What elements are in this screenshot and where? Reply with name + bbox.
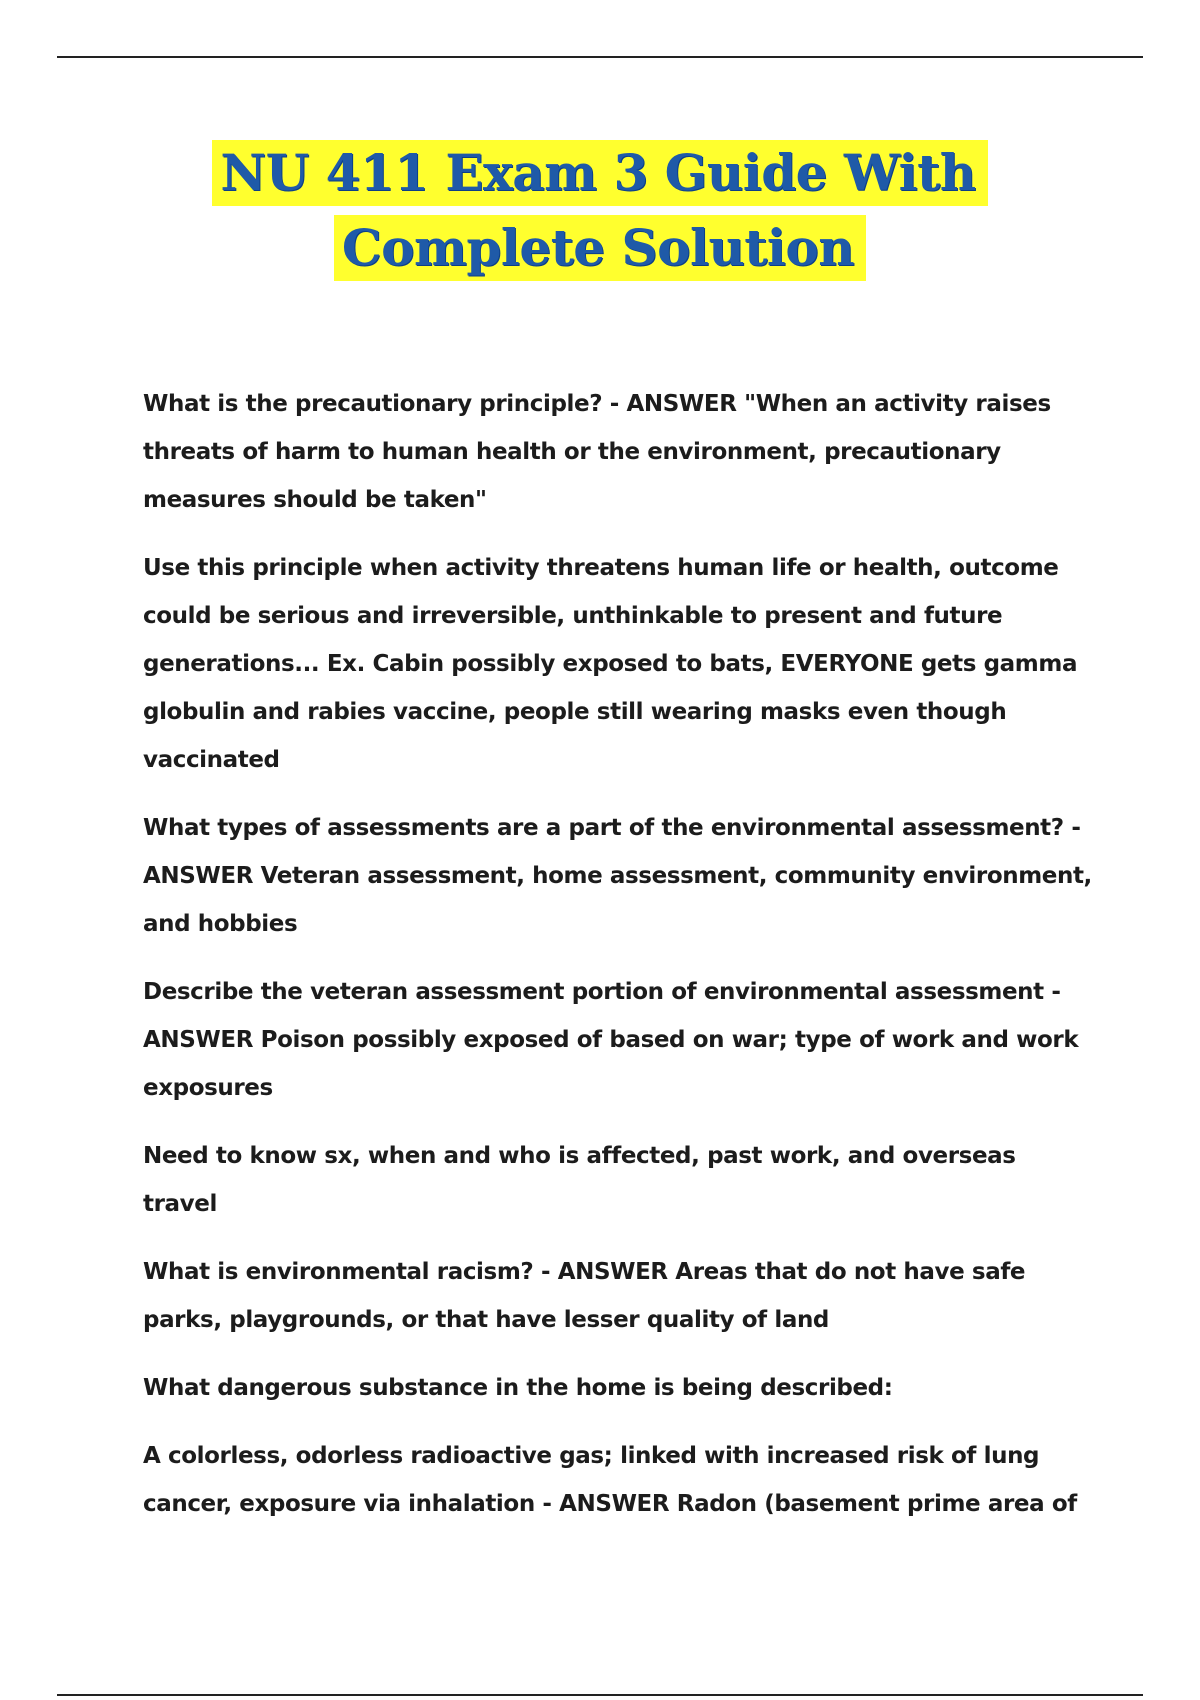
paragraph-principle-usage: Use this principle when activity threatens human life or health, outcome could be serious and irreversible, unthinkable to present and future generations... Ex. Cabin possibly exposed to bats, EVERYONE gets gamma globulin and rabies vaccine, people still wearing masks even though vaccinated xyxy=(143,555,1078,773)
paragraph-precautionary-principle: What is the precautionary principle? - ANSWER "When an activity raises threats of harm to human health or the environment, precautionary measures should be taken" xyxy=(143,391,1051,513)
bottom-rule xyxy=(57,1694,1143,1696)
paragraph-assessment-types: What types of assessments are a part of the environmental assessment? - ANSWER Veteran assessment, home assessment, community environment, and hobbies xyxy=(143,815,1092,937)
paragraph-radon: A colorless, odorless radioactive gas; linked with increased risk of lung cancer, exposure via inhalation - ANSWER Radon (basement prime area of xyxy=(143,1443,1077,1517)
document-title xyxy=(0,140,1200,281)
paragraph-veteran-assessment: Describe the veteran assessment portion of environmental assessment - ANSWER Poison possibly exposed of based on war; type of work and work exposures xyxy=(143,979,1079,1101)
paragraph-environmental-racism: What is environmental racism? - ANSWER Areas that do not have safe parks, playgrounds, or that have lesser quality of land xyxy=(143,1259,1026,1333)
document-body xyxy=(143,380,1093,1548)
paragraph-need-to-know: Need to know sx, when and who is affected, past work, and overseas travel xyxy=(143,1143,1016,1217)
title-line-2: Complete Solution xyxy=(334,215,866,281)
top-rule xyxy=(57,56,1143,58)
title-line-1: NU 411 Exam 3 Guide With xyxy=(212,140,987,206)
paragraph-dangerous-substance: What dangerous substance in the home is being described: xyxy=(143,1375,893,1401)
